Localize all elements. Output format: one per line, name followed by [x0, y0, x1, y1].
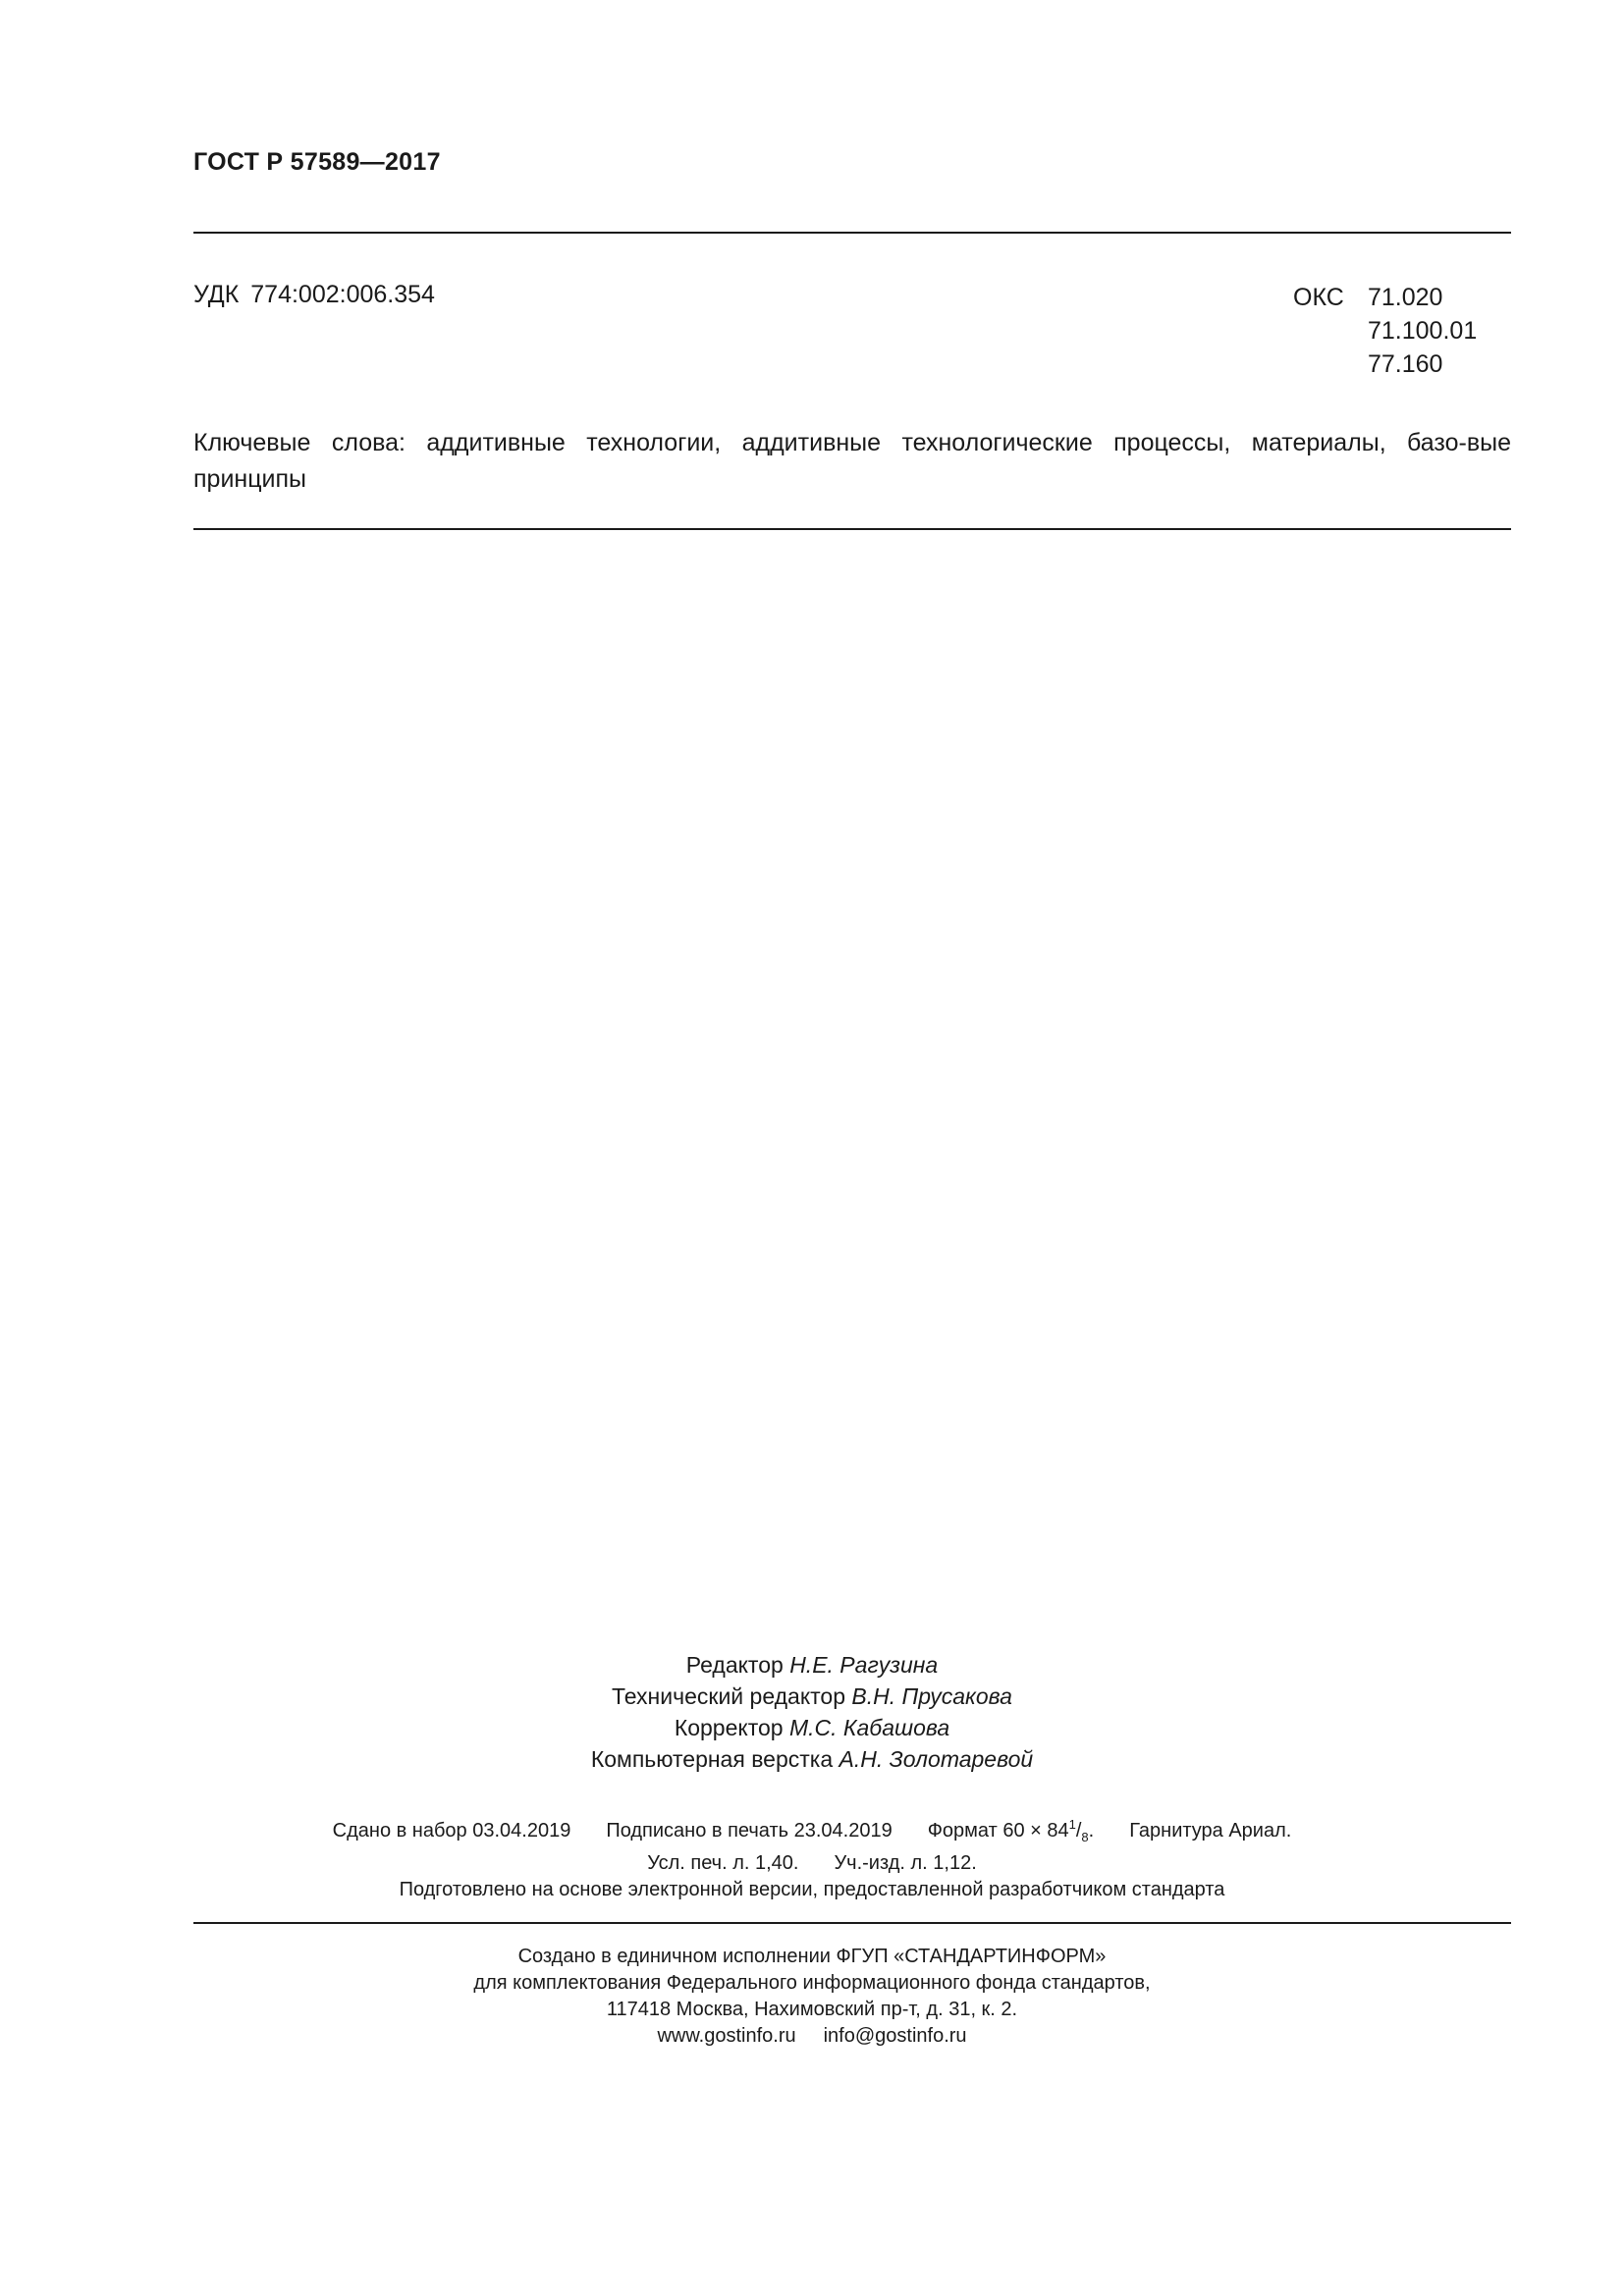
printer-line-1: Создано в единичном исполнении ФГУП «СТАНДАРТИНФОРМ» [517, 1946, 1107, 1967]
oks-value: 77.160 [1368, 350, 1443, 378]
printer-line-2: для комплектования Федерального информационного фонда стандартов, [473, 1972, 1151, 1994]
print-format: Формат $60 \times 84^1/_8$. [927, 1817, 1095, 1844]
standard-code: ГОСТ Р 57589—2017 [193, 148, 441, 176]
print-sheets: Усл. печ. л. 1,40. [647, 1852, 799, 1874]
publication-info [0, 1811, 1624, 1903]
footer-divider [193, 1922, 1511, 1924]
printer-contacts [0, 2023, 1624, 2050]
udk-block [193, 281, 435, 309]
credit-role: Корректор [674, 1715, 784, 1740]
oks-row [1293, 281, 1477, 314]
credit-name: А.Н. Золотаревой [839, 1746, 1034, 1772]
credit-line [0, 1681, 1624, 1712]
oks-row [1293, 314, 1477, 347]
oks-label: ОКС [1293, 284, 1344, 311]
credit-line [0, 1712, 1624, 1743]
printer-address: 117418 Москва, Нахимовский пр-т, д. 31, к. 2. [606, 1999, 1018, 2020]
credit-name: М.С. Кабашова [788, 1715, 950, 1740]
credits-block [0, 1649, 1624, 1775]
prepared-note: Подготовлено на основе электронной версии, предоставленной разработчиком стандарта [399, 1879, 1225, 1900]
oks-value: 71.100.01 [1368, 317, 1478, 345]
keywords-label: Ключевые слова: [193, 429, 406, 456]
credit-role: Редактор [685, 1652, 784, 1678]
typeset-date: Сдано в набор 03.04.2019 [332, 1820, 571, 1842]
credit-role: Компьютерная верстка [590, 1746, 834, 1772]
oks-row [1293, 347, 1477, 381]
credit-name: Н.Е. Рагузина [789, 1652, 939, 1678]
publisher-sheets: Уч.-изд. л. 1,12. [834, 1852, 977, 1874]
keywords-paragraph [193, 425, 1511, 498]
credit-role: Технический редактор [612, 1683, 846, 1709]
keywords-text: аддитивные технологии, аддитивные технологические процессы, материалы, базо-вые принципы [193, 429, 1511, 493]
keywords-divider [193, 528, 1511, 530]
top-divider [193, 232, 1511, 234]
oks-value: 71.020 [1368, 284, 1443, 311]
oks-block [1293, 281, 1477, 381]
publication-line-1 [0, 1811, 1624, 1850]
credit-name: В.Н. Прусакова [851, 1683, 1012, 1709]
udk-value: 774:002:006.354 [250, 281, 435, 308]
udk-label: УДК [193, 281, 240, 308]
credit-line [0, 1743, 1624, 1775]
typeface: Гарнитура Ариал. [1129, 1820, 1292, 1842]
email-link[interactable]: info@gostinfo.ru [823, 2025, 967, 2047]
signed-date: Подписано в печать 23.04.2019 [606, 1820, 893, 1842]
printer-info [0, 1944, 1624, 2050]
website-link[interactable]: www.gostinfo.ru [657, 2025, 796, 2047]
publication-line-2 [0, 1850, 1624, 1877]
credit-line [0, 1649, 1624, 1681]
